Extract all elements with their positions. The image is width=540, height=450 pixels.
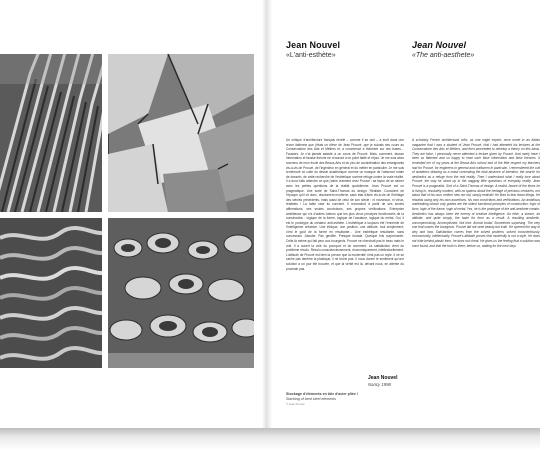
subtitle-english: «The anti-aesthete» [412, 52, 475, 59]
photo-corrugated-bundles [0, 218, 102, 368]
photo-steel-profiles-closeup-image [0, 54, 102, 212]
signature-name: Jean Nouvel [368, 375, 398, 381]
book-gutter [262, 0, 272, 428]
subtitle-french: «L'anti-esthète» [286, 52, 336, 59]
author-heading-english: Jean Nouvel [412, 40, 467, 50]
photo-bent-metal-sheets [108, 54, 254, 212]
signature-place-date: Nancy 1998 [368, 382, 391, 387]
essay-body-french: Un critique d'architecture français révélé – comme il se doit – a écrit dans une revue italienne que j'étais un élève de Jean Prouvé, que je suivais ses cours au Conservatoire des Arts et Métiers et, a commencé à théoriser sur ces bases… Fausses. Je n'ai jamais assisté à un cours de Prouvé. Mais, comment, fausse information et fausse théorie ne m'auront à ce point flatté et réjoui. Je me suis alors souvenu de mon école des Beaux-Arts et du peu de considération des enseignants vis-à-vis de Prouvé, de l'ingénieur en général et du métier en particulier. Je me suis remémoré ce culte du dessin académique comme un masque de l'absence totale de dessein, de cette recherche de l'esthétique comme refuge contre la vraie réalité. Il a donc fallu attendre ce que j'aime vraiment chez Prouvé : sa façon de se cabrer avec les petites questions de la réalité quotidienne. Jean Prouvé est un pragmatique. Une sorte de Saint-Thomas du design. Réaliste. Conscient de l'époque qu'il vit donc, résolument moderne, sans état d'âme vis-à-vis de l'héritage des siècles précédents, mais aussi de celui de son siècle : ni nouveaux, ni vieux, réalistes ! La table rase lui convient. Il reconstruit à partir de ses seules affirmations, ses seules convictions, ses propres vérifications. Entreprise ambitieuse qui n'a d'autres tuteurs que les plus vieux principes fonctionnels de la construction : logique de la forme, logique de l'ossature, logique du métal. Oui, il est le prototype du créateur anti-esthète. L'esthétique a toujours été l'ennemie de l'intelligence créatrice. Une éthique, une position, une attitude, tout simplement, c'est le goût de la forme en résultante… Une esthétique résultante, sans concession. Aboutie. Pas gentille. Presque brutale. Quelque fois surprenante. Celle-là même qui fait peur aux bourgeois. Prouvé ne cherchait pas le beau mais le vrai. Il a ouvert la voie du pourquoi et du comment. La satisfaction vient du problème résolu. Résolu consciencieusement, économiquement, intellectuellement. L'attitude de Prouvé est bien la preuve que la modernité n'est pas un style. Il ne se cache pas derrière la plastique, il ne triche pas. Il nous donne le sentiment qu'une solution a un jour été trouvée, et que la vérité est là, devant nous, en attente du prochain pas. [286, 138, 404, 271]
photo-stacked-tubes [108, 218, 254, 368]
photo-caption-english: Stacking of bent steel elements [286, 397, 336, 401]
photo-bent-metal-sheets-image [108, 54, 254, 212]
photo-stacked-tubes-image [108, 218, 254, 368]
page-shadow [0, 428, 540, 450]
photo-steel-profiles-closeup [0, 54, 102, 212]
photo-corrugated-bundles-image [0, 218, 102, 368]
photo-credit: © Jean Prouvé [286, 402, 305, 406]
author-heading-french: Jean Nouvel [286, 40, 341, 50]
essay-body-english: A scholarly French architectural critic, as one might expect, once wrote in an Italian magazine that I was a student of Jean Prouvé, that I had attended his lectures at the Conservatoire des Arts et Métiers, and then proceeded to develop a theory on this basis. They are false, I personally never attended a lecture given by Prouvé. And rarely have I been so flattered and so happy to read such false information and false theories. It reminded me of my years at the Beaux-Arts school and of the little respect my teachers had for Prouvé, for engineers in general and craftsmen in particular. I remembered the cult of academic drawing as a mask concealing the total absence of intention, the search for aesthetics as a refuge from the real reality. Then I understood what I really love about Prouvé: the way he stood up to the nagging little questions of everyday reality. Jean Prouvé is a pragmatist. Sort of a Saint-Thomas of design. A realist. Aware of the times he is living in, resolutely modern, with no qualms about the heritage of previous centuries, nor about that of his own: neither new nor old, simply realistic! He likes to tear down things. He rebuilds using only his own assertions, his own convictions and verifications. An ambitious undertaking whose only guides are the oldest functional principles of construction: logic of form, logic of the frame, logic of metal. Yes, he is the prototype of the anti-aesthete creator. Aesthetics has always been the enemy of creative intelligence. An ethic, a stance, an attitude, and quite simply, the taste for form as a result. A resulting aesthetic, uncompromising. Accomplished. Not nice. Almost brutal. Sometimes surprising. The very one that scares the bourgeois. Prouvé did not seek beauty but truth. He opened the way of why and how. Satisfaction comes from the solved problem, solved conscientiously, economically, intellectually. Prouvé's attitude proves that modernity is not a style. He does not hide behind plastic form, he does not cheat. He gives us the feeling that a solution was once found, and that the truth is there, before us, waiting for the next step. [412, 138, 540, 248]
photo-caption-french: Stockage d'éléments en tôle d'acier pliée / [286, 392, 358, 396]
